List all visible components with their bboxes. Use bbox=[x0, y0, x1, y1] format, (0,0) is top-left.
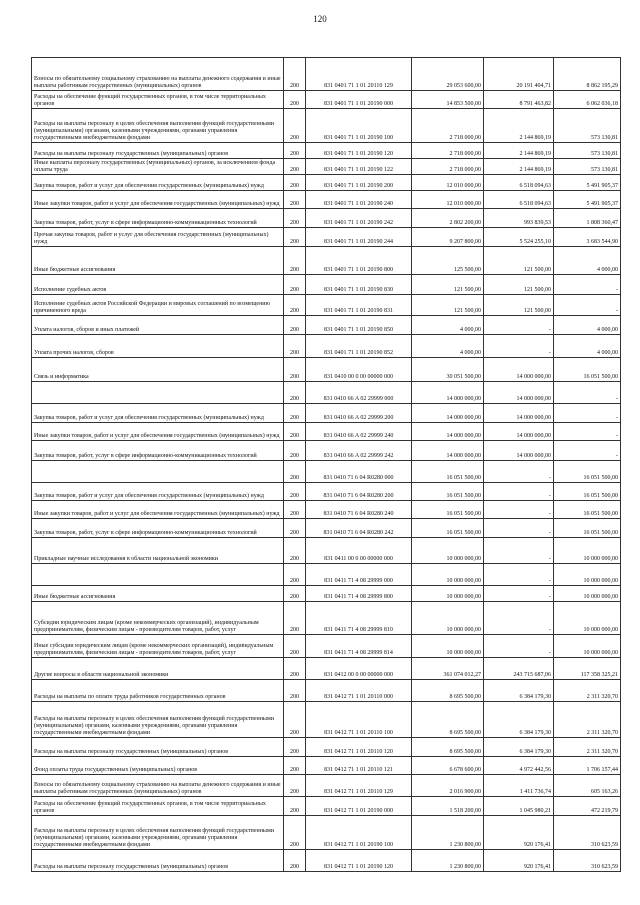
table-row bbox=[32, 335, 621, 358]
row-classification-code: 831 0412 71 1 01 20110 100 bbox=[306, 702, 412, 738]
table-row bbox=[32, 738, 621, 757]
row-classification-code: 831 0412 71 1 01 20190 100 bbox=[306, 816, 412, 850]
row-approved-amount: 16 051 500,00 bbox=[412, 519, 484, 538]
row-description: Фонд оплаты труда государственных (муниципальных) органов bbox=[32, 757, 284, 775]
row-executed-amount: - bbox=[484, 461, 554, 483]
table-row bbox=[32, 58, 621, 91]
table-row bbox=[32, 316, 621, 335]
row-approved-amount: 14 000 000,00 bbox=[412, 382, 484, 404]
row-unexecuted-amount: 2 311 320,70 bbox=[554, 680, 621, 702]
row-classification-code: 831 0410 66 A 02 29999 200 bbox=[306, 404, 412, 423]
table-row bbox=[32, 382, 621, 404]
row-line-code: 200 bbox=[284, 159, 306, 175]
table-row bbox=[32, 275, 621, 295]
row-approved-amount: 10 000 000,00 bbox=[412, 635, 484, 658]
row-description: Закупка товаров, работ, услуг в сфере информационно-коммуникационных технологий bbox=[32, 519, 284, 538]
row-classification-code: 831 0411 71 4 08 29999 814 bbox=[306, 635, 412, 658]
row-description: Иные закупки товаров, работ и услуг для обеспечения государственных (муниципальных) нужд bbox=[32, 501, 284, 519]
row-classification-code: 831 0410 66 A 02 29999 242 bbox=[306, 441, 412, 461]
row-unexecuted-amount: - bbox=[554, 423, 621, 441]
row-unexecuted-amount: 4 000,00 bbox=[554, 335, 621, 358]
row-classification-code: 831 0401 71 1 01 20190 244 bbox=[306, 228, 412, 247]
row-line-code: 200 bbox=[284, 382, 306, 404]
row-description: Закупка товаров, работ, услуг в сфере информационно-коммуникационных технологий bbox=[32, 209, 284, 228]
row-classification-code: 831 0411 71 4 08 29999 810 bbox=[306, 602, 412, 635]
row-executed-amount: 4 972 442,56 bbox=[484, 757, 554, 775]
row-executed-amount: 14 000 000,00 bbox=[484, 423, 554, 441]
row-line-code: 200 bbox=[284, 775, 306, 797]
table-row bbox=[32, 295, 621, 316]
row-unexecuted-amount: 310 623,59 bbox=[554, 850, 621, 872]
row-approved-amount: 2 718 000,00 bbox=[412, 109, 484, 143]
row-description: Расходы на выплаты персоналу государственных (муниципальных) органов bbox=[32, 738, 284, 757]
row-description bbox=[32, 564, 284, 586]
row-approved-amount: 1 230 800,00 bbox=[412, 816, 484, 850]
row-executed-amount: - bbox=[484, 635, 554, 658]
row-classification-code: 831 0401 71 1 01 20190 242 bbox=[306, 209, 412, 228]
row-line-code: 200 bbox=[284, 175, 306, 191]
row-line-code: 200 bbox=[284, 702, 306, 738]
row-approved-amount: 2 718 000,00 bbox=[412, 159, 484, 175]
row-approved-amount: 4 000,00 bbox=[412, 316, 484, 335]
row-approved-amount: 10 000 000,00 bbox=[412, 538, 484, 564]
row-approved-amount: 12 010 000,00 bbox=[412, 191, 484, 209]
table-row bbox=[32, 850, 621, 872]
row-approved-amount: 14 000 000,00 bbox=[412, 441, 484, 461]
row-approved-amount: 121 500,00 bbox=[412, 295, 484, 316]
row-approved-amount: 1 518 200,00 bbox=[412, 797, 484, 816]
row-executed-amount: - bbox=[484, 564, 554, 586]
row-executed-amount: 121 500,00 bbox=[484, 247, 554, 275]
row-unexecuted-amount: 573 130,81 bbox=[554, 143, 621, 159]
row-line-code: 200 bbox=[284, 275, 306, 295]
row-line-code: 200 bbox=[284, 358, 306, 382]
row-line-code: 200 bbox=[284, 483, 306, 501]
row-executed-amount: 14 000 000,00 bbox=[484, 404, 554, 423]
row-approved-amount: 10 000 000,00 bbox=[412, 602, 484, 635]
table-row bbox=[32, 358, 621, 382]
row-executed-amount: - bbox=[484, 501, 554, 519]
row-unexecuted-amount: 605 163,26 bbox=[554, 775, 621, 797]
row-unexecuted-amount: 8 862 195,29 bbox=[554, 58, 621, 91]
row-unexecuted-amount: 573 130,81 bbox=[554, 159, 621, 175]
row-executed-amount: 20 191 404,71 bbox=[484, 58, 554, 91]
row-line-code: 200 bbox=[284, 816, 306, 850]
row-classification-code: 831 0401 71 1 01 20190 122 bbox=[306, 159, 412, 175]
row-executed-amount: 243 715 687,06 bbox=[484, 658, 554, 680]
table-row bbox=[32, 175, 621, 191]
row-line-code: 200 bbox=[284, 797, 306, 816]
row-classification-code: 831 0412 71 1 01 20110 129 bbox=[306, 775, 412, 797]
table-row bbox=[32, 228, 621, 247]
row-description: Иные бюджетные ассигнования bbox=[32, 247, 284, 275]
row-classification-code: 831 0401 71 1 01 20190 831 bbox=[306, 295, 412, 316]
row-unexecuted-amount: 16 051 500,00 bbox=[554, 358, 621, 382]
row-description: Расходы на выплаты по оплате труда работников государственных органов bbox=[32, 680, 284, 702]
row-approved-amount: 10 000 000,00 bbox=[412, 586, 484, 602]
row-approved-amount: 10 000 000,00 bbox=[412, 564, 484, 586]
row-line-code: 200 bbox=[284, 209, 306, 228]
table-row bbox=[32, 143, 621, 159]
row-unexecuted-amount: 5 491 905,37 bbox=[554, 175, 621, 191]
row-unexecuted-amount: - bbox=[554, 295, 621, 316]
row-description: Расходы на выплаты персоналу в целях обеспечения выполнения функций государственными (муниципальными) органами, казенными учреждениями, органами управления государственными внебюджетными фондами bbox=[32, 702, 284, 738]
row-unexecuted-amount: - bbox=[554, 275, 621, 295]
row-description: Уплата налогов, сборов и иных платежей bbox=[32, 316, 284, 335]
row-unexecuted-amount: 10 000 000,00 bbox=[554, 635, 621, 658]
row-approved-amount: 1 230 800,00 bbox=[412, 850, 484, 872]
row-classification-code: 831 0411 00 0 00 00000 000 bbox=[306, 538, 412, 564]
row-description: Прикладные научные исследования в области национальной экономики bbox=[32, 538, 284, 564]
row-description: Расходы на выплаты персоналу в целях обеспечения выполнения функций государственными (муниципальными) органами, казенными учреждениями, органами управления государственными внебюджетными фондами bbox=[32, 816, 284, 850]
row-executed-amount: 993 839,53 bbox=[484, 209, 554, 228]
row-classification-code: 831 0401 71 1 01 20190 200 bbox=[306, 175, 412, 191]
row-classification-code: 831 0401 71 1 01 20190 000 bbox=[306, 91, 412, 109]
row-unexecuted-amount: 472 219,79 bbox=[554, 797, 621, 816]
table-row bbox=[32, 91, 621, 109]
row-line-code: 200 bbox=[284, 247, 306, 275]
row-unexecuted-amount: 1 808 360,47 bbox=[554, 209, 621, 228]
row-description: Другие вопросы в области национальной экономики bbox=[32, 658, 284, 680]
row-classification-code: 831 0410 66 A 02 29999 000 bbox=[306, 382, 412, 404]
row-line-code: 200 bbox=[284, 658, 306, 680]
row-unexecuted-amount: 16 051 500,00 bbox=[554, 461, 621, 483]
row-unexecuted-amount: 310 623,59 bbox=[554, 816, 621, 850]
row-description: Прочая закупка товаров, работ и услуг для обеспечения государственных (муниципальных) нужд bbox=[32, 228, 284, 247]
row-classification-code: 831 0412 71 1 01 20110 121 bbox=[306, 757, 412, 775]
row-line-code: 200 bbox=[284, 143, 306, 159]
row-approved-amount: 2 718 000,00 bbox=[412, 143, 484, 159]
row-unexecuted-amount: 117 358 325,21 bbox=[554, 658, 621, 680]
row-executed-amount: - bbox=[484, 538, 554, 564]
table-row bbox=[32, 658, 621, 680]
row-approved-amount: 29 053 600,00 bbox=[412, 58, 484, 91]
row-unexecuted-amount: 16 051 500,00 bbox=[554, 501, 621, 519]
row-classification-code: 831 0410 71 6 04 R0280 200 bbox=[306, 483, 412, 501]
budget-execution-table bbox=[31, 57, 621, 872]
row-classification-code: 831 0412 71 1 01 20110 120 bbox=[306, 738, 412, 757]
row-line-code: 200 bbox=[284, 586, 306, 602]
row-executed-amount: - bbox=[484, 519, 554, 538]
row-approved-amount: 12 010 000,00 bbox=[412, 175, 484, 191]
row-approved-amount: 30 051 500,00 bbox=[412, 358, 484, 382]
table-row bbox=[32, 461, 621, 483]
row-line-code: 200 bbox=[284, 564, 306, 586]
table-row bbox=[32, 797, 621, 816]
row-description: Взносы по обязательному социальному страхованию на выплаты денежного содержания и иные выплаты работникам государственных (муниципальных) органов bbox=[32, 58, 284, 91]
row-classification-code: 831 0401 71 1 01 20190 830 bbox=[306, 275, 412, 295]
row-description: Иные выплаты персоналу государственных (муниципальных) органов, за исключением фонда оплаты труда bbox=[32, 159, 284, 175]
row-executed-amount: 2 144 869,19 bbox=[484, 159, 554, 175]
row-classification-code: 831 0410 66 A 02 29999 240 bbox=[306, 423, 412, 441]
row-line-code: 200 bbox=[284, 635, 306, 658]
row-description bbox=[32, 382, 284, 404]
row-executed-amount: 920 176,41 bbox=[484, 816, 554, 850]
page-number: 120 bbox=[313, 14, 327, 24]
row-description: Расходы на выплаты персоналу государственных (муниципальных) органов bbox=[32, 850, 284, 872]
row-description: Закупка товаров, работ, услуг в сфере информационно-коммуникационных технологий bbox=[32, 441, 284, 461]
row-unexecuted-amount: 573 130,81 bbox=[554, 109, 621, 143]
row-classification-code: 831 0410 71 6 04 R0280 240 bbox=[306, 501, 412, 519]
row-classification-code: 831 0412 00 0 00 00000 000 bbox=[306, 658, 412, 680]
row-approved-amount: 9 207 800,00 bbox=[412, 228, 484, 247]
row-unexecuted-amount: 10 000 000,00 bbox=[554, 564, 621, 586]
row-approved-amount: 121 500,00 bbox=[412, 275, 484, 295]
row-executed-amount: 1 045 980,21 bbox=[484, 797, 554, 816]
table-row bbox=[32, 423, 621, 441]
row-executed-amount: 6 384 179,30 bbox=[484, 680, 554, 702]
row-line-code: 200 bbox=[284, 109, 306, 143]
row-description: Взносы по обязательному социальному страхованию на выплаты денежного содержания и иные выплаты работникам государственных (муниципальных) органов bbox=[32, 775, 284, 797]
row-line-code: 200 bbox=[284, 58, 306, 91]
row-executed-amount: 2 144 869,19 bbox=[484, 109, 554, 143]
row-classification-code: 831 0401 71 1 01 20190 120 bbox=[306, 143, 412, 159]
row-executed-amount: - bbox=[484, 602, 554, 635]
row-line-code: 200 bbox=[284, 335, 306, 358]
row-classification-code: 831 0411 71 4 08 29999 000 bbox=[306, 564, 412, 586]
row-approved-amount: 16 051 500,00 bbox=[412, 483, 484, 501]
row-description: Субсидии юридическим лицам (кроме некоммерческих организаций), индивидуальным предпринимателям, физическим лицам - производителям товаров, работ, услуг bbox=[32, 602, 284, 635]
row-unexecuted-amount: 10 000 000,00 bbox=[554, 602, 621, 635]
row-description: Исполнение судебных актов bbox=[32, 275, 284, 295]
row-description: Расходы на обеспечение функций государственных органов, в том числе территориальных органов bbox=[32, 797, 284, 816]
row-line-code: 200 bbox=[284, 441, 306, 461]
row-unexecuted-amount: 1 706 157,44 bbox=[554, 757, 621, 775]
table-row bbox=[32, 109, 621, 143]
table-row bbox=[32, 586, 621, 602]
table-row bbox=[32, 775, 621, 797]
row-description: Связь и информатика bbox=[32, 358, 284, 382]
row-description: Исполнение судебных актов Российской Федерации и мировых соглашений по возмещению причиненного вреда bbox=[32, 295, 284, 316]
table-row bbox=[32, 191, 621, 209]
row-classification-code: 831 0412 71 1 01 20110 000 bbox=[306, 680, 412, 702]
row-description: Уплата прочих налогов, сборов bbox=[32, 335, 284, 358]
row-unexecuted-amount: 4 000,00 bbox=[554, 247, 621, 275]
row-description: Закупка товаров, работ и услуг для обеспечения государственных (муниципальных) нужд bbox=[32, 175, 284, 191]
row-line-code: 200 bbox=[284, 757, 306, 775]
row-line-code: 200 bbox=[284, 228, 306, 247]
row-classification-code: 831 0401 71 1 01 20190 850 bbox=[306, 316, 412, 335]
row-line-code: 200 bbox=[284, 850, 306, 872]
row-unexecuted-amount: - bbox=[554, 382, 621, 404]
row-unexecuted-amount: 5 491 905,37 bbox=[554, 191, 621, 209]
row-line-code: 200 bbox=[284, 519, 306, 538]
row-unexecuted-amount: 6 062 036,18 bbox=[554, 91, 621, 109]
row-line-code: 200 bbox=[284, 191, 306, 209]
row-description: Расходы на выплаты персоналу государственных (муниципальных) органов bbox=[32, 143, 284, 159]
row-line-code: 200 bbox=[284, 738, 306, 757]
table-row bbox=[32, 247, 621, 275]
row-classification-code: 831 0410 00 0 00 00000 000 bbox=[306, 358, 412, 382]
row-classification-code: 831 0411 71 4 08 29999 800 bbox=[306, 586, 412, 602]
row-description bbox=[32, 461, 284, 483]
row-line-code: 200 bbox=[284, 501, 306, 519]
row-line-code: 200 bbox=[284, 316, 306, 335]
row-description: Расходы на выплаты персоналу в целях обеспечения выполнения функций государственными (муниципальными) органами, казенными учреждениями, органами управления государственными внебюджетными фондами bbox=[32, 109, 284, 143]
row-unexecuted-amount: - bbox=[554, 404, 621, 423]
row-description: Закупка товаров, работ и услуг для обеспечения государственных (муниципальных) нужд bbox=[32, 483, 284, 501]
row-approved-amount: 14 000 000,00 bbox=[412, 404, 484, 423]
row-approved-amount: 8 695 500,00 bbox=[412, 738, 484, 757]
row-line-code: 200 bbox=[284, 538, 306, 564]
table-row bbox=[32, 702, 621, 738]
table-row bbox=[32, 680, 621, 702]
row-description: Закупка товаров, работ и услуг для обеспечения государственных (муниципальных) нужд bbox=[32, 404, 284, 423]
row-approved-amount: 8 695 500,00 bbox=[412, 680, 484, 702]
row-approved-amount: 14 000 000,00 bbox=[412, 423, 484, 441]
row-executed-amount: 5 524 255,10 bbox=[484, 228, 554, 247]
row-classification-code: 831 0401 71 1 01 20190 852 bbox=[306, 335, 412, 358]
row-executed-amount: - bbox=[484, 316, 554, 335]
table-row bbox=[32, 519, 621, 538]
row-approved-amount: 4 000,00 bbox=[412, 335, 484, 358]
row-line-code: 200 bbox=[284, 91, 306, 109]
table-row bbox=[32, 602, 621, 635]
row-description: Иные бюджетные ассигнования bbox=[32, 586, 284, 602]
row-executed-amount: 6 384 179,30 bbox=[484, 738, 554, 757]
row-executed-amount: - bbox=[484, 335, 554, 358]
row-approved-amount: 125 500,00 bbox=[412, 247, 484, 275]
row-classification-code: 831 0410 71 6 04 R0280 000 bbox=[306, 461, 412, 483]
row-approved-amount: 6 678 600,00 bbox=[412, 757, 484, 775]
row-approved-amount: 14 853 500,00 bbox=[412, 91, 484, 109]
row-executed-amount: 121 500,00 bbox=[484, 295, 554, 316]
row-executed-amount: 2 144 869,19 bbox=[484, 143, 554, 159]
row-executed-amount: 6 518 094,63 bbox=[484, 175, 554, 191]
table-row bbox=[32, 635, 621, 658]
table-row bbox=[32, 483, 621, 501]
row-unexecuted-amount: 3 683 544,90 bbox=[554, 228, 621, 247]
table-row bbox=[32, 757, 621, 775]
row-approved-amount: 361 074 012,27 bbox=[412, 658, 484, 680]
row-line-code: 200 bbox=[284, 680, 306, 702]
table-row bbox=[32, 441, 621, 461]
row-executed-amount: 1 411 736,74 bbox=[484, 775, 554, 797]
row-executed-amount: 14 000 000,00 bbox=[484, 358, 554, 382]
table-row bbox=[32, 816, 621, 850]
row-unexecuted-amount: 10 000 000,00 bbox=[554, 538, 621, 564]
table-row bbox=[32, 538, 621, 564]
row-executed-amount: 14 000 000,00 bbox=[484, 382, 554, 404]
row-executed-amount: 121 500,00 bbox=[484, 275, 554, 295]
row-unexecuted-amount: - bbox=[554, 441, 621, 461]
row-classification-code: 831 0410 71 6 04 R0280 242 bbox=[306, 519, 412, 538]
row-unexecuted-amount: 16 051 500,00 bbox=[554, 483, 621, 501]
row-unexecuted-amount: 10 000 000,00 bbox=[554, 586, 621, 602]
row-approved-amount: 16 051 500,00 bbox=[412, 501, 484, 519]
row-classification-code: 831 0412 71 1 01 20190 120 bbox=[306, 850, 412, 872]
row-executed-amount: - bbox=[484, 586, 554, 602]
row-unexecuted-amount: 16 051 500,00 bbox=[554, 519, 621, 538]
row-description: Иные закупки товаров, работ и услуг для обеспечения государственных (муниципальных) нужд bbox=[32, 423, 284, 441]
row-line-code: 200 bbox=[284, 423, 306, 441]
row-executed-amount: 920 176,41 bbox=[484, 850, 554, 872]
row-classification-code: 831 0401 71 1 01 20190 800 bbox=[306, 247, 412, 275]
row-description: Иные субсидии юридическим лицам (кроме некоммерческих организаций), индивидуальным предпринимателям, физическим лицам - производителям товаров, работ, услуг bbox=[32, 635, 284, 658]
row-classification-code: 831 0401 71 1 01 20190 240 bbox=[306, 191, 412, 209]
table-row bbox=[32, 501, 621, 519]
row-line-code: 200 bbox=[284, 461, 306, 483]
row-executed-amount: 6 384 179,30 bbox=[484, 702, 554, 738]
table-row bbox=[32, 159, 621, 175]
row-description: Расходы на обеспечение функций государственных органов, в том числе территориальных органов bbox=[32, 91, 284, 109]
row-classification-code: 831 0412 71 1 01 20190 000 bbox=[306, 797, 412, 816]
row-executed-amount: 8 791 463,82 bbox=[484, 91, 554, 109]
row-line-code: 200 bbox=[284, 295, 306, 316]
row-approved-amount: 8 695 500,00 bbox=[412, 702, 484, 738]
row-line-code: 200 bbox=[284, 602, 306, 635]
row-line-code: 200 bbox=[284, 404, 306, 423]
table-row bbox=[32, 209, 621, 228]
row-classification-code: 831 0401 71 1 01 20190 100 bbox=[306, 109, 412, 143]
row-unexecuted-amount: 2 311 320,70 bbox=[554, 702, 621, 738]
row-approved-amount: 2 016 900,00 bbox=[412, 775, 484, 797]
row-unexecuted-amount: 2 311 320,70 bbox=[554, 738, 621, 757]
row-approved-amount: 2 802 200,00 bbox=[412, 209, 484, 228]
table-row bbox=[32, 404, 621, 423]
row-unexecuted-amount: 4 000,00 bbox=[554, 316, 621, 335]
row-classification-code: 831 0401 71 1 01 20110 129 bbox=[306, 58, 412, 91]
row-executed-amount: 14 000 000,00 bbox=[484, 441, 554, 461]
row-description: Иные закупки товаров, работ и услуг для обеспечения государственных (муниципальных) нужд bbox=[32, 191, 284, 209]
table-row bbox=[32, 564, 621, 586]
row-executed-amount: 6 518 094,63 bbox=[484, 191, 554, 209]
row-executed-amount: - bbox=[484, 483, 554, 501]
row-approved-amount: 16 051 500,00 bbox=[412, 461, 484, 483]
